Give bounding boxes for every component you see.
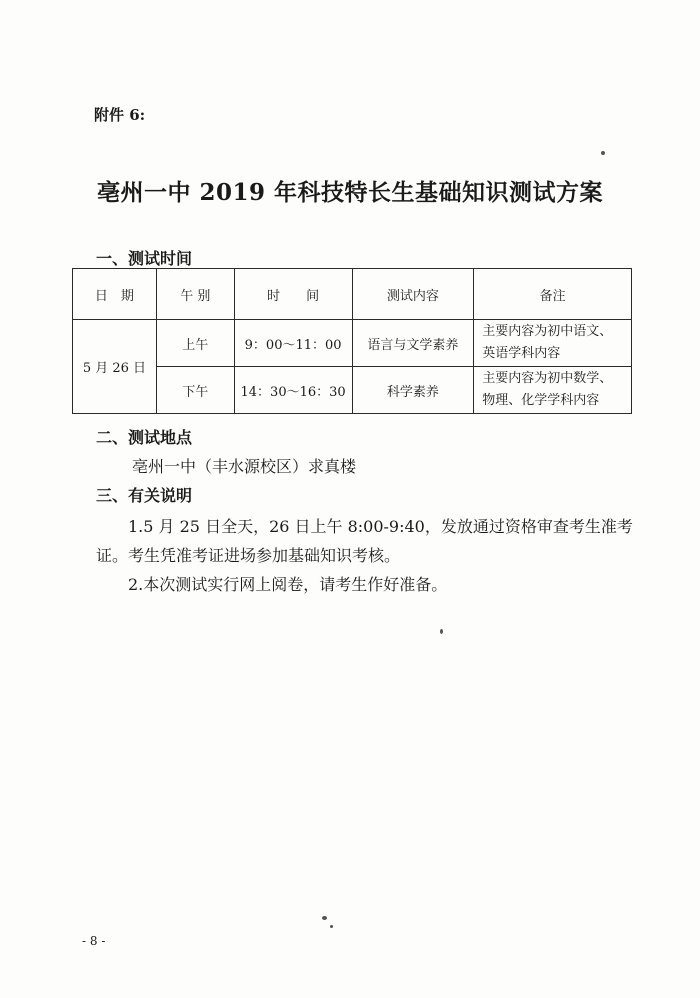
notes-body xyxy=(96,512,636,599)
note-paragraph: 2.本次测试实行网上阅卷，请考生作好准备。 xyxy=(128,575,448,594)
cell-date: 5 月 26 日 xyxy=(73,320,157,414)
header-content: 测试内容 xyxy=(352,269,474,320)
remark-line: 英语学科内容 xyxy=(482,346,561,361)
scan-speck xyxy=(322,916,327,920)
section-heading-location: 二、测试地点 xyxy=(96,428,193,447)
header-remark: 备注 xyxy=(474,269,632,320)
remark-line: 主要内容为初中数学、 xyxy=(482,371,613,386)
scan-speck xyxy=(330,925,333,928)
cell-remark xyxy=(474,320,632,367)
section-heading-notes: 三、有关说明 xyxy=(96,486,193,505)
cell-content: 科学素养 xyxy=(352,367,474,414)
document-title: 亳州一中 2019 年科技特长生基础知识测试方案 xyxy=(96,179,604,206)
table-header-row xyxy=(73,269,632,320)
table-row xyxy=(73,320,632,367)
scan-speck xyxy=(440,629,443,634)
schedule-table xyxy=(72,268,632,414)
cell-time: 9：00～11：00 xyxy=(234,320,352,367)
table-row xyxy=(73,367,632,414)
cell-period: 下午 xyxy=(156,367,234,414)
scan-speck xyxy=(601,151,605,155)
cell-period: 上午 xyxy=(156,320,234,367)
page-number: - 8 - xyxy=(82,934,106,948)
header-period: 午 别 xyxy=(156,269,234,320)
remark-line: 物理、化学学科内容 xyxy=(482,393,600,408)
attachment-label: 附件 6: xyxy=(94,106,146,124)
remark-line: 主要内容为初中语文、 xyxy=(482,324,613,339)
header-time: 时 间 xyxy=(234,269,352,320)
cell-time: 14：30～16：30 xyxy=(234,367,352,414)
note-paragraph: 1.5 月 25 日全天，26 日上午 8:00-9:40，发放通过资格审查考生准考证。考生凭准考证进场参加基础知识考核。 xyxy=(96,517,633,565)
cell-remark xyxy=(474,367,632,414)
section-heading-time: 一、测试时间 xyxy=(96,249,193,268)
header-date: 日 期 xyxy=(73,269,157,320)
cell-content: 语言与文学素养 xyxy=(352,320,474,367)
location-text: 亳州一中（丰水源校区）求真楼 xyxy=(132,457,357,476)
